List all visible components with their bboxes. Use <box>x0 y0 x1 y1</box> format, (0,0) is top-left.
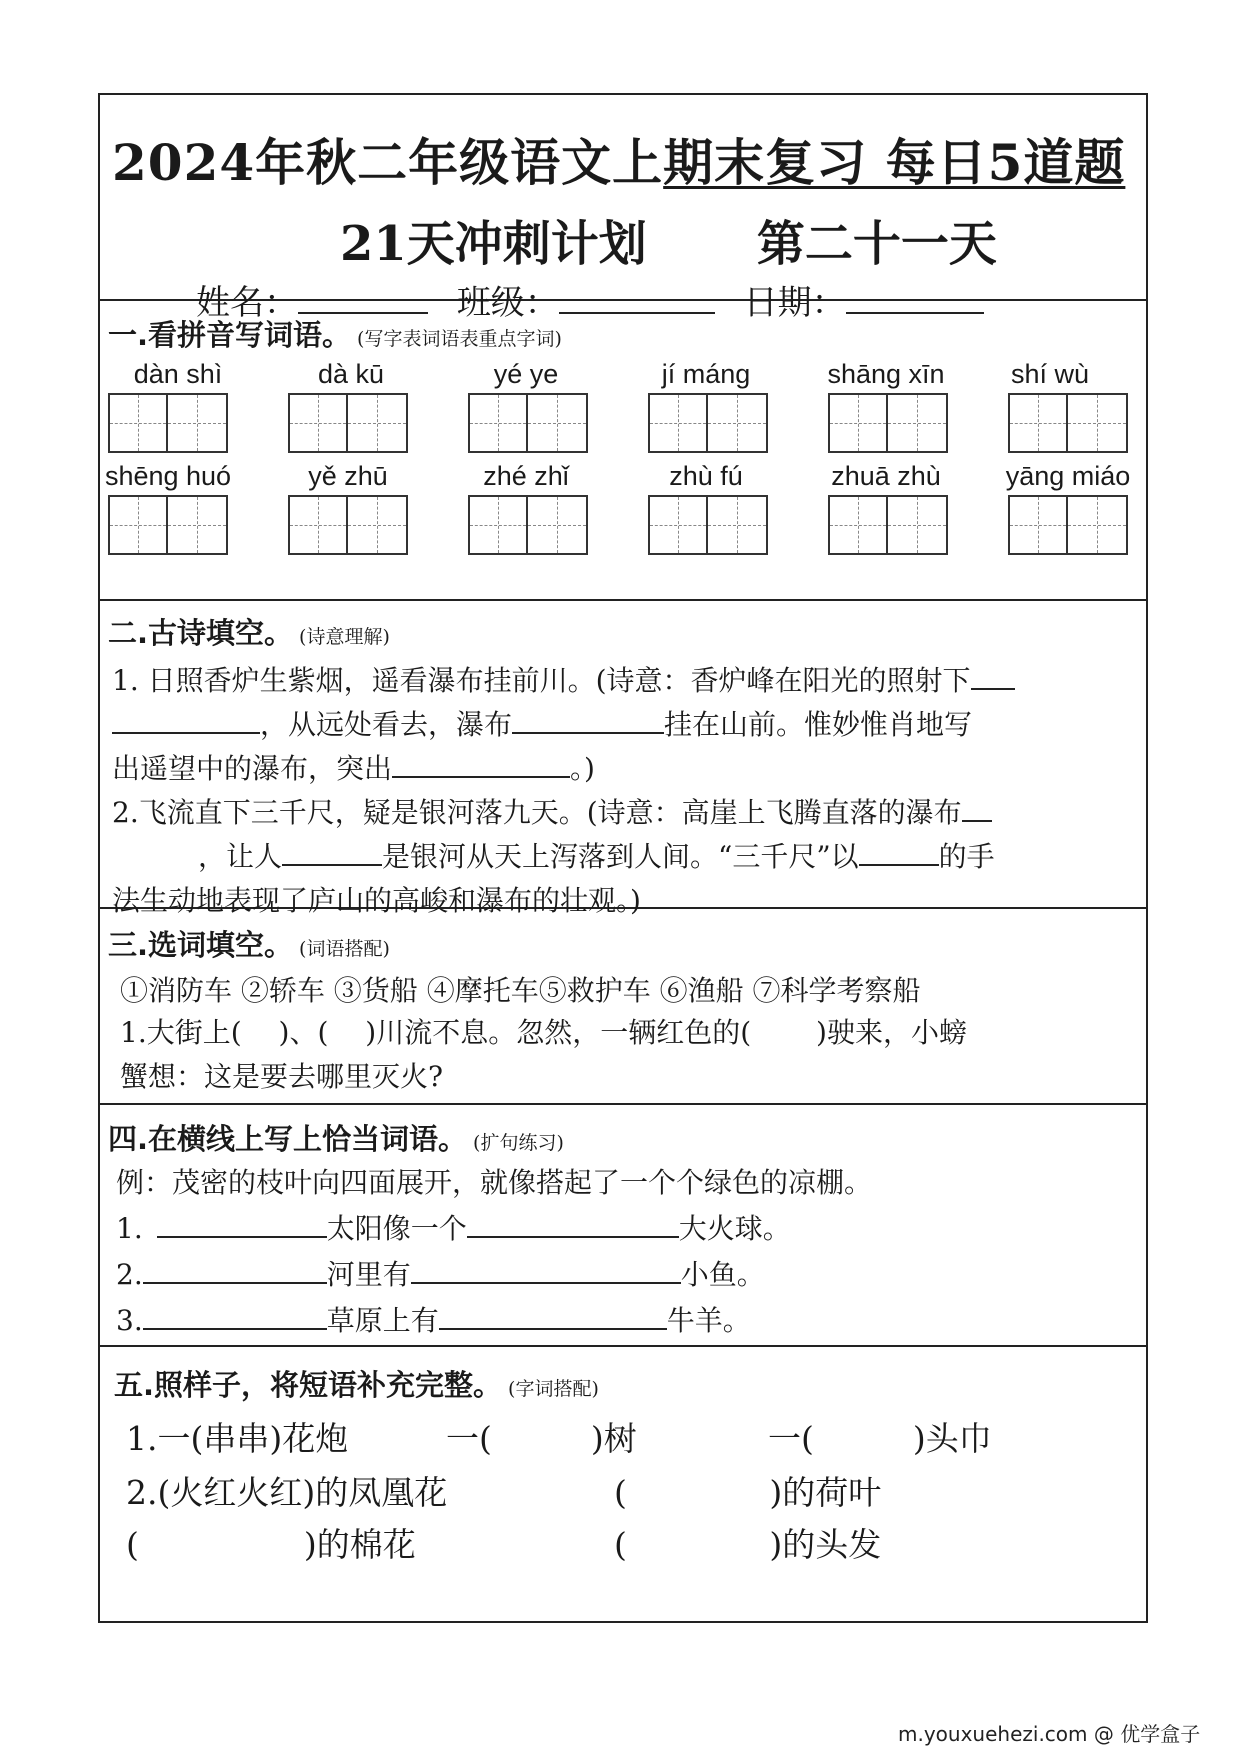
section-title: 三.选词填空。 (词语搭配) <box>108 928 390 962</box>
poem-q1-line3: 出遥望中的瀑布，突出 。) <box>112 752 595 785</box>
section-word-choice <box>100 909 1146 1105</box>
pinyin-label: shí wù <box>1010 359 1090 389</box>
section-expand-sentence <box>100 1105 1146 1347</box>
expand-row-3: 3. 草原上有 牛羊。 <box>116 1304 751 1337</box>
poem-q1-line2: ，从远处看去，瀑布 挂在山前。惟妙惟肖地写 <box>112 703 972 743</box>
pinyin-label: yě zhū <box>308 461 388 491</box>
writing-grid[interactable] <box>1008 495 1128 555</box>
section-poem <box>100 601 1146 917</box>
writing-grid[interactable] <box>468 495 588 555</box>
pinyin-label: shēng huó <box>104 461 232 491</box>
writing-grid[interactable] <box>108 393 228 453</box>
section-title: 二.古诗填空。 (诗意理解) <box>108 616 390 650</box>
writing-grid[interactable] <box>468 393 588 453</box>
writing-grid[interactable] <box>828 495 948 555</box>
section-pinyin <box>100 301 1146 601</box>
header-section <box>100 95 1146 323</box>
poem-q1-line1: 1. 日照香炉生紫烟，遥看瀑布挂前川。(诗意：香炉峰在阳光的照射下 <box>112 659 1015 699</box>
section-title: 四.在横线上写上恰当词语。 (扩句练习) <box>108 1122 564 1156</box>
answer-blank[interactable] <box>467 1210 679 1238</box>
pinyin-label: zhuā zhù <box>831 461 941 491</box>
writing-grid[interactable] <box>648 393 768 453</box>
phrase-item[interactable]: ( )的头发 <box>614 1525 882 1564</box>
poem-q2-line3: 法生动地表现了庐山的高峻和瀑布的壮观。) <box>112 884 641 917</box>
answer-blank[interactable] <box>971 662 1015 690</box>
example-sentence: 例：茂密的枝叶向四面展开，就像搭起了一个个绿色的凉棚。 <box>116 1166 873 1199</box>
writing-grid[interactable] <box>288 393 408 453</box>
day-label: 第二十一天 <box>756 216 997 272</box>
pinyin-label: yé ye <box>493 359 559 389</box>
poem-q2-line2: ，让人 是银河从天上泻落到人间。“三千尺”以 的手 <box>198 840 995 873</box>
phrase-example-2: 2.(火红火红)的凤凰花 <box>126 1473 448 1512</box>
page-subtitle: 21天冲刺计划 第二十一天 <box>340 216 997 272</box>
expand-row-1: 1. 太阳像一个 大火球。 <box>116 1212 791 1245</box>
writing-grid[interactable] <box>828 393 948 453</box>
date-label: 日期： <box>743 283 846 323</box>
writing-grid[interactable] <box>108 495 228 555</box>
answer-blank[interactable] <box>411 1256 681 1284</box>
section-phrase-completion <box>100 1347 1146 1621</box>
writing-grid[interactable] <box>288 495 408 555</box>
answer-blank[interactable] <box>392 750 570 778</box>
pinyin-label: dà kū <box>317 359 385 389</box>
answer-blank[interactable] <box>512 706 664 734</box>
phrase-item[interactable]: 一( )树 <box>446 1419 637 1458</box>
phrase-example-1: 1.一(串串)花炮 <box>126 1419 349 1458</box>
answer-blank[interactable] <box>112 706 260 734</box>
worksheet <box>98 93 1148 1623</box>
footer-watermark: m.youxuehezi.com @ 优学盒子 <box>898 1722 1201 1746</box>
answer-blank[interactable] <box>859 838 939 866</box>
phrase-item[interactable]: ( )的荷叶 <box>614 1473 882 1512</box>
answer-blank[interactable] <box>282 838 382 866</box>
answer-blank[interactable] <box>962 794 992 822</box>
answer-blank[interactable] <box>157 1210 327 1238</box>
expand-row-2: 2. 河里有 小鱼。 <box>116 1258 765 1291</box>
pinyin-label: dàn shì <box>133 359 223 389</box>
poem-q2-line1: 2.飞流直下三千尺，疑是银河落九天。(诗意：高崖上飞腾直落的瀑布 <box>112 791 992 831</box>
writing-grid[interactable] <box>648 495 768 555</box>
class-label: 班级： <box>456 283 559 323</box>
section-title: 五.照样子，将短语补充完整。 (字词搭配) <box>114 1368 599 1402</box>
page-title: 2024年秋二年级语文上期末复习 每日5道题 <box>112 133 1126 192</box>
pinyin-label: jí máng <box>661 359 751 389</box>
pinyin-label: zhé zhǐ <box>483 461 569 491</box>
phrase-item[interactable]: ( )的棉花 <box>126 1525 416 1564</box>
choice-q1-line2: 蟹想：这是要去哪里灭火? <box>120 1060 444 1093</box>
choice-q1-line1: 1.大街上( )、( )川流不息。忽然，一辆红色的( )驶来，小螃 <box>120 1016 967 1049</box>
name-label: 姓名： <box>196 283 298 323</box>
answer-blank[interactable] <box>439 1302 667 1330</box>
writing-grid[interactable] <box>1008 393 1128 453</box>
answer-blank[interactable] <box>143 1302 327 1330</box>
pinyin-label: shāng xīn <box>827 359 945 389</box>
answer-blank[interactable] <box>143 1256 327 1284</box>
section-title: 一.看拼音写词语。 (写字表词语表重点字词) <box>108 318 562 352</box>
word-options: ①消防车 ②轿车 ③货船 ④摩托车⑤救护车 ⑥渔船 ⑦科学考察船 <box>120 974 921 1007</box>
phrase-item[interactable]: 一( )头巾 <box>768 1419 992 1458</box>
pinyin-label: yāng miáo <box>1005 461 1131 491</box>
pinyin-label: zhù fú <box>669 461 743 491</box>
